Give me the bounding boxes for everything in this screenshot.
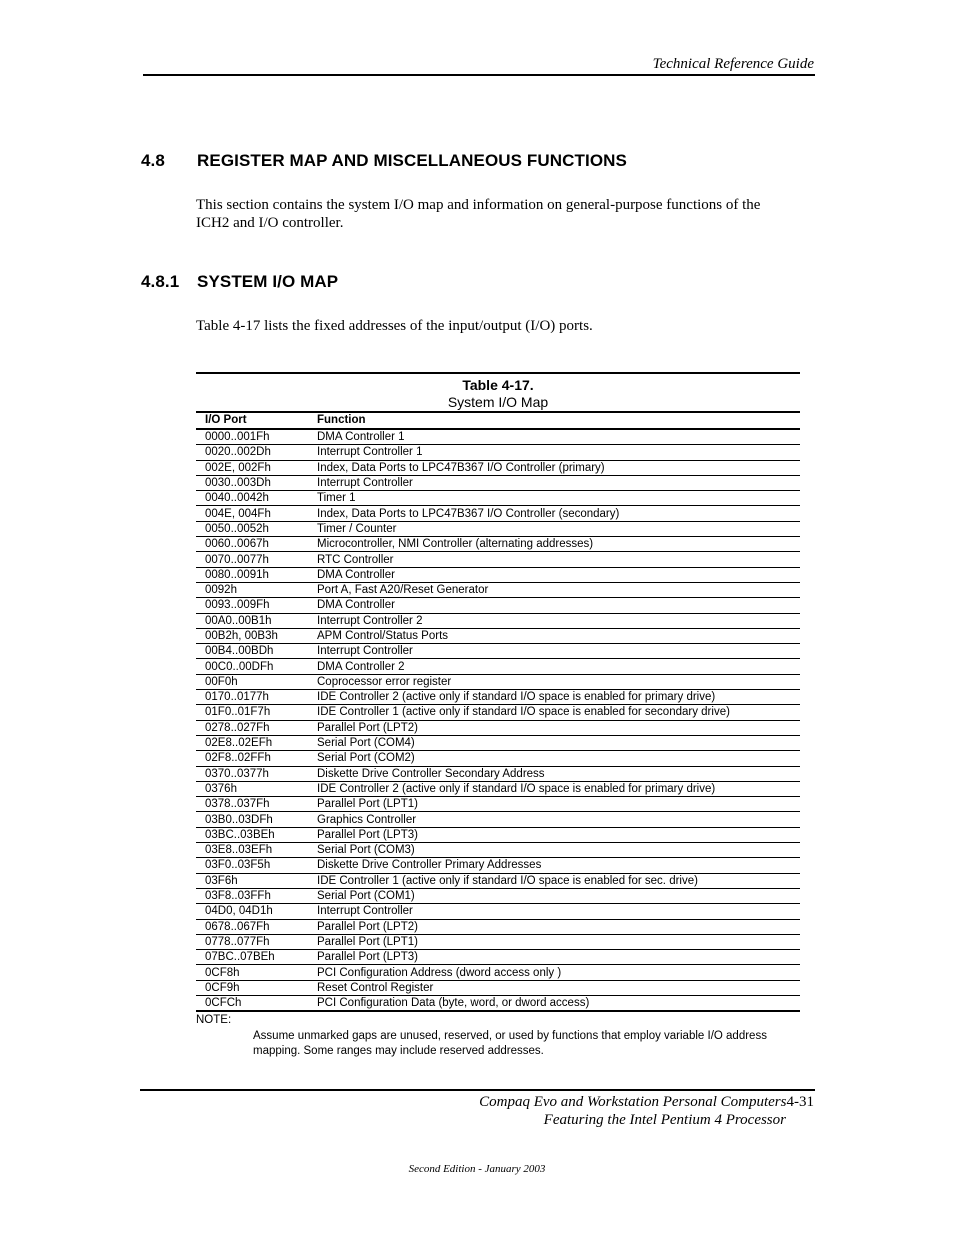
- function-cell: Diskette Drive Controller Secondary Address: [308, 766, 800, 781]
- function-cell: IDE Controller 1 (active only if standard I/O space is enabled for secondary drive): [308, 705, 800, 720]
- column-header-function: Function: [308, 412, 800, 429]
- table-row: [196, 950, 800, 965]
- io-port-cell: 0070..0077h: [196, 552, 308, 567]
- function-cell: Parallel Port (LPT3): [308, 950, 800, 965]
- function-cell: Coprocessor error register: [308, 674, 800, 689]
- io-port-cell: 03BC..03BEh: [196, 827, 308, 842]
- table-header-row: [196, 412, 800, 429]
- table-row: [196, 843, 800, 858]
- io-port-cell: 0050..0052h: [196, 521, 308, 536]
- table-row: [196, 521, 800, 536]
- io-port-cell: 0CF9h: [196, 980, 308, 995]
- function-cell: Parallel Port (LPT1): [308, 934, 800, 949]
- table-row: [196, 980, 800, 995]
- io-port-cell: 0CF8h: [196, 965, 308, 980]
- table-caption: [196, 374, 800, 411]
- function-cell: Interrupt Controller: [308, 475, 800, 490]
- io-port-cell: 0378..037Fh: [196, 797, 308, 812]
- table-row: [196, 445, 800, 460]
- io-port-cell: 03F8..03FFh: [196, 888, 308, 903]
- table-row: [196, 827, 800, 842]
- table-row: [196, 735, 800, 750]
- function-cell: Interrupt Controller 1: [308, 445, 800, 460]
- io-port-cell: 03B0..03DFh: [196, 812, 308, 827]
- footer-rule: [140, 1089, 815, 1091]
- function-cell: IDE Controller 2 (active only if standard I/O space is enabled for primary drive): [308, 781, 800, 796]
- io-port-cell: 0CFCh: [196, 995, 308, 1011]
- table-caption-label: Table 4-17.: [462, 377, 534, 393]
- function-cell: Interrupt Controller 2: [308, 613, 800, 628]
- table-row: [196, 582, 800, 597]
- io-port-cell: 0170..0177h: [196, 690, 308, 705]
- table-row: [196, 598, 800, 613]
- function-cell: IDE Controller 2 (active only if standard I/O space is enabled for primary drive): [308, 690, 800, 705]
- function-cell: Microcontroller, NMI Controller (alternating addresses): [308, 537, 800, 552]
- table-row: [196, 812, 800, 827]
- io-port-cell: 04D0, 04D1h: [196, 904, 308, 919]
- io-port-cell: 00B2h, 00B3h: [196, 628, 308, 643]
- page-number: 4-31: [786, 1094, 814, 1110]
- io-port-cell: 002E, 002Fh: [196, 460, 308, 475]
- table-row: [196, 567, 800, 582]
- table-row: [196, 766, 800, 781]
- table-row: [196, 720, 800, 735]
- function-cell: Reset Control Register: [308, 980, 800, 995]
- function-cell: Parallel Port (LPT2): [308, 720, 800, 735]
- section-number: 4.8: [141, 151, 165, 170]
- io-port-cell: 0376h: [196, 781, 308, 796]
- io-port-cell: 0040..0042h: [196, 491, 308, 506]
- table-row: [196, 858, 800, 873]
- io-port-cell: 0778..077Fh: [196, 934, 308, 949]
- io-map-table-block: [196, 372, 800, 1012]
- footer-book-title: Compaq Evo and Workstation Personal Computers: [479, 1094, 787, 1110]
- function-cell: Graphics Controller: [308, 812, 800, 827]
- io-port-cell: 00A0..00B1h: [196, 613, 308, 628]
- table-row: [196, 537, 800, 552]
- table-row: [196, 475, 800, 490]
- io-port-cell: 0278..027Fh: [196, 720, 308, 735]
- table-row: [196, 613, 800, 628]
- note-label: NOTE:: [196, 1014, 232, 1026]
- io-port-cell: 0093..009Fh: [196, 598, 308, 613]
- io-port-cell: 0030..003Dh: [196, 475, 308, 490]
- io-port-cell: 02F8..02FFh: [196, 751, 308, 766]
- function-cell: APM Control/Status Ports: [308, 628, 800, 643]
- table-row: [196, 429, 800, 445]
- function-cell: Index, Data Ports to LPC47B367 I/O Controller (secondary): [308, 506, 800, 521]
- table-row: [196, 873, 800, 888]
- function-cell: Parallel Port (LPT1): [308, 797, 800, 812]
- io-port-cell: 004E, 004Fh: [196, 506, 308, 521]
- table-row: [196, 888, 800, 903]
- table-row: [196, 552, 800, 567]
- io-port-cell: 00F0h: [196, 674, 308, 689]
- function-cell: PCI Configuration Address (dword access only ): [308, 965, 800, 980]
- function-cell: DMA Controller 1: [308, 429, 800, 445]
- io-port-cell: 0080..0091h: [196, 567, 308, 582]
- table-row: [196, 995, 800, 1011]
- function-cell: RTC Controller: [308, 552, 800, 567]
- table-row: [196, 690, 800, 705]
- table-row: [196, 506, 800, 521]
- table-body: [196, 429, 800, 1011]
- table-row: [196, 659, 800, 674]
- function-cell: DMA Controller: [308, 567, 800, 582]
- footer-title-line: [400, 1094, 814, 1111]
- function-cell: IDE Controller 1 (active only if standard I/O space is enabled for sec. drive): [308, 873, 800, 888]
- io-port-cell: 00B4..00BDh: [196, 644, 308, 659]
- table-row: [196, 644, 800, 659]
- column-header-io-port: I/O Port: [196, 412, 308, 429]
- function-cell: Index, Data Ports to LPC47B367 I/O Controller (primary): [308, 460, 800, 475]
- table-row: [196, 904, 800, 919]
- edition-line: Second Edition - January 2003: [408, 1163, 546, 1175]
- function-cell: Parallel Port (LPT2): [308, 919, 800, 934]
- table-row: [196, 491, 800, 506]
- io-port-cell: 02E8..02EFh: [196, 735, 308, 750]
- table-row: [196, 919, 800, 934]
- io-port-cell: 0020..002Dh: [196, 445, 308, 460]
- io-port-cell: 0092h: [196, 582, 308, 597]
- io-port-cell: 03F0..03F5h: [196, 858, 308, 873]
- io-map-table: [196, 411, 800, 1012]
- footer-subtitle: Featuring the Intel Pentium 4 Processor: [543, 1112, 786, 1128]
- function-cell: Diskette Drive Controller Primary Addresses: [308, 858, 800, 873]
- function-cell: DMA Controller: [308, 598, 800, 613]
- function-cell: Interrupt Controller: [308, 644, 800, 659]
- note-text: Assume unmarked gaps are unused, reserved, or used by functions that employ variable I/O address mapping. Some ranges may include reserved addresses.: [253, 1030, 767, 1057]
- io-port-cell: 03E8..03EFh: [196, 843, 308, 858]
- function-cell: PCI Configuration Data (byte, word, or dword access): [308, 995, 800, 1011]
- table-row: [196, 674, 800, 689]
- table-row: [196, 797, 800, 812]
- header-rule: [143, 74, 815, 76]
- table-row: [196, 705, 800, 720]
- function-cell: Serial Port (COM1): [308, 888, 800, 903]
- function-cell: Timer / Counter: [308, 521, 800, 536]
- function-cell: Serial Port (COM3): [308, 843, 800, 858]
- subsection-number: 4.8.1: [141, 272, 180, 291]
- io-port-cell: 0370..0377h: [196, 766, 308, 781]
- io-port-cell: 07BC..07BEh: [196, 950, 308, 965]
- table-caption-title: System I/O Map: [447, 394, 549, 410]
- subsection-title: SYSTEM I/O MAP: [197, 272, 339, 291]
- io-port-cell: 0060..0067h: [196, 537, 308, 552]
- table-row: [196, 965, 800, 980]
- io-port-cell: 00C0..00DFh: [196, 659, 308, 674]
- table-row: [196, 628, 800, 643]
- function-cell: Parallel Port (LPT3): [308, 827, 800, 842]
- io-port-cell: 0678..067Fh: [196, 919, 308, 934]
- table-row: [196, 934, 800, 949]
- function-cell: Serial Port (COM2): [308, 751, 800, 766]
- function-cell: Interrupt Controller: [308, 904, 800, 919]
- io-port-cell: 03F6h: [196, 873, 308, 888]
- io-port-cell: 01F0..01F7h: [196, 705, 308, 720]
- io-port-cell: 0000..001Fh: [196, 429, 308, 445]
- section-intro: This section contains the system I/O map and information on general-purpose functions of the ICH2 and I/O controller.: [196, 197, 761, 231]
- running-header: Technical Reference Guide: [652, 56, 814, 72]
- table-row: [196, 781, 800, 796]
- function-cell: Timer 1: [308, 491, 800, 506]
- subsection-intro: Table 4-17 lists the fixed addresses of the input/output (I/O) ports.: [196, 318, 593, 334]
- function-cell: Port A, Fast A20/Reset Generator: [308, 582, 800, 597]
- function-cell: Serial Port (COM4): [308, 735, 800, 750]
- table-row: [196, 460, 800, 475]
- table-row: [196, 751, 800, 766]
- section-title: REGISTER MAP AND MISCELLANEOUS FUNCTIONS: [197, 151, 627, 170]
- function-cell: DMA Controller 2: [308, 659, 800, 674]
